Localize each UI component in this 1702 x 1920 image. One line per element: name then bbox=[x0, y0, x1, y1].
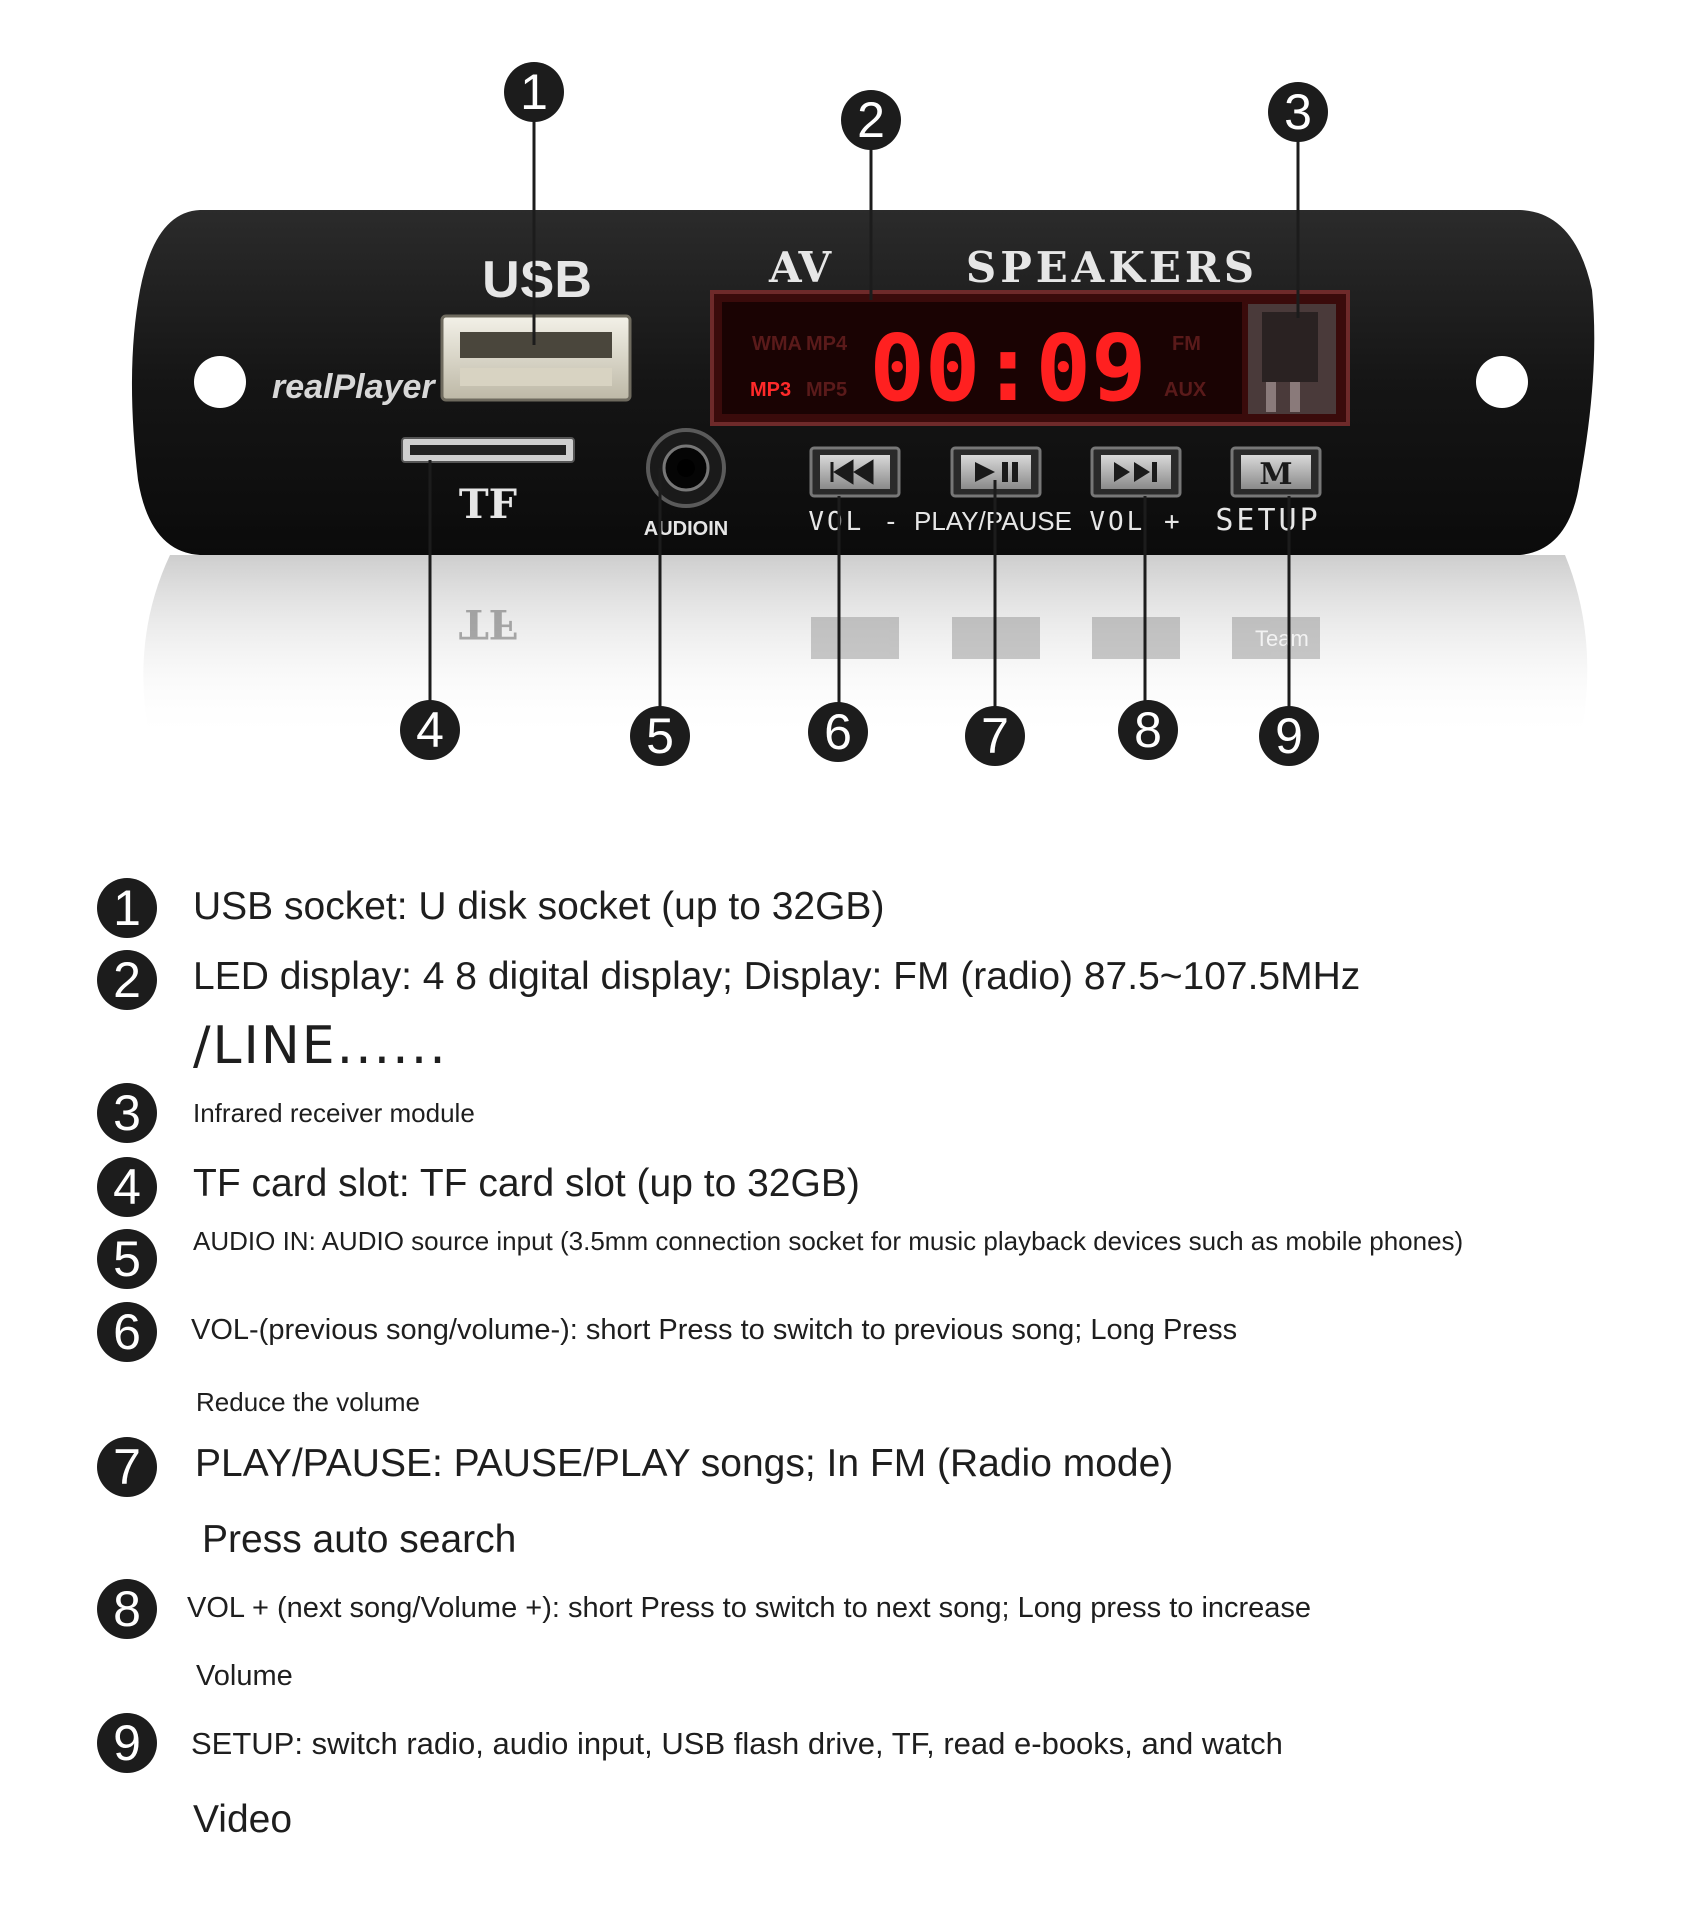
left-mount-hole bbox=[194, 356, 246, 408]
legend-badge-2: 2 bbox=[97, 950, 157, 1010]
watermark-text: Team bbox=[1255, 626, 1309, 651]
legend-text-3: Infrared receiver module bbox=[193, 1098, 475, 1128]
infrared-receiver bbox=[1248, 304, 1336, 414]
av-label: AV bbox=[768, 243, 832, 292]
callout-6: 6 bbox=[808, 702, 868, 762]
svg-text:M: M bbox=[1259, 457, 1293, 492]
legend-text-4: TF card slot: TF card slot (up to 32GB) bbox=[193, 1162, 860, 1205]
legend-text-1: USB socket: U disk socket (up to 32GB) bbox=[193, 885, 885, 928]
usb-label: USB bbox=[482, 251, 592, 309]
display-label-mp3: MP3 bbox=[750, 379, 792, 401]
display-label-wma: WMA bbox=[752, 333, 802, 355]
callout-2: 2 bbox=[841, 90, 901, 150]
vol-minus-label: VOL - bbox=[808, 507, 902, 537]
display-label-aux: AUX bbox=[1164, 379, 1207, 401]
brand-logo bbox=[272, 368, 436, 406]
legend-text-9: SETUP: switch radio, audio input, USB flash drive, TF, read e-books, and watch bbox=[191, 1726, 1283, 1761]
callout-5: 5 bbox=[630, 706, 690, 766]
display-label-fm: FM bbox=[1172, 333, 1201, 355]
callout-1: 1 bbox=[504, 62, 564, 122]
panel-reflection bbox=[143, 555, 1587, 740]
legend-badge-5: 5 bbox=[97, 1229, 157, 1289]
audio-in-label: AUDIOIN bbox=[643, 518, 729, 540]
right-mount-hole bbox=[1476, 356, 1528, 408]
tf-reflection-text: TF bbox=[458, 600, 518, 647]
legend-text-6-cont: Reduce the volume bbox=[196, 1387, 421, 1417]
legend-badge-7: 7 bbox=[97, 1437, 157, 1497]
display-label-mp4: MP4 bbox=[806, 333, 848, 355]
display-digits: 00:09 bbox=[869, 315, 1147, 422]
vol-minus-button[interactable] bbox=[811, 448, 899, 496]
legend-badge-4: 4 bbox=[97, 1157, 157, 1217]
callout-7: 7 bbox=[965, 706, 1025, 766]
legend-text-7: PLAY/PAUSE: PAUSE/PLAY songs; In FM (Radio mode) bbox=[195, 1442, 1174, 1485]
callout-3: 3 bbox=[1268, 82, 1328, 142]
callout-8: 8 bbox=[1118, 700, 1178, 760]
setup-button[interactable] bbox=[1232, 448, 1320, 496]
legend-badge-8: 8 bbox=[97, 1579, 157, 1639]
legend-text-7-cont: Press auto search bbox=[202, 1518, 517, 1561]
legend-text-8: VOL + (next song/Volume +): short Press to switch to next song; Long press to increase bbox=[187, 1592, 1312, 1624]
legend-text-9-cont: Video bbox=[193, 1798, 293, 1841]
legend-text-8-cont: Volume bbox=[196, 1660, 293, 1692]
legend-badge-3: 3 bbox=[97, 1083, 157, 1143]
vol-plus-button[interactable] bbox=[1092, 448, 1180, 496]
svg-text:realPlayer: realPlayer bbox=[272, 368, 435, 406]
vol-plus-label: VOL + bbox=[1089, 507, 1183, 537]
legend-text-2: LED display: 4 8 digital display; Display: FM (radio) 87.5~107.5MHz bbox=[193, 955, 1361, 998]
callout-9: 9 bbox=[1259, 706, 1319, 766]
play-pause-label: PLAY/PAUSE bbox=[914, 506, 1072, 536]
legend-badge-6: 6 bbox=[97, 1302, 157, 1362]
legend-text-2-cont: /LINE...... bbox=[193, 1016, 448, 1076]
display-label-mp5: MP5 bbox=[806, 379, 848, 401]
tf-label: TF bbox=[458, 481, 518, 528]
legend-text-5: AUDIO IN: AUDIO source input (3.5mm connection socket for music playback devices such as mobile phones) bbox=[193, 1226, 1464, 1256]
legend-badge-9: 9 bbox=[97, 1713, 157, 1773]
speakers-label: SPEAKERS bbox=[965, 243, 1259, 292]
setup-label: SETUP bbox=[1215, 503, 1321, 538]
legend-badge-1: 1 bbox=[97, 878, 157, 938]
usb-socket[interactable] bbox=[442, 316, 630, 400]
callout-4: 4 bbox=[400, 700, 460, 760]
legend-text-6: VOL-(previous song/volume-): short Press to switch to previous song; Long Press bbox=[191, 1314, 1238, 1346]
